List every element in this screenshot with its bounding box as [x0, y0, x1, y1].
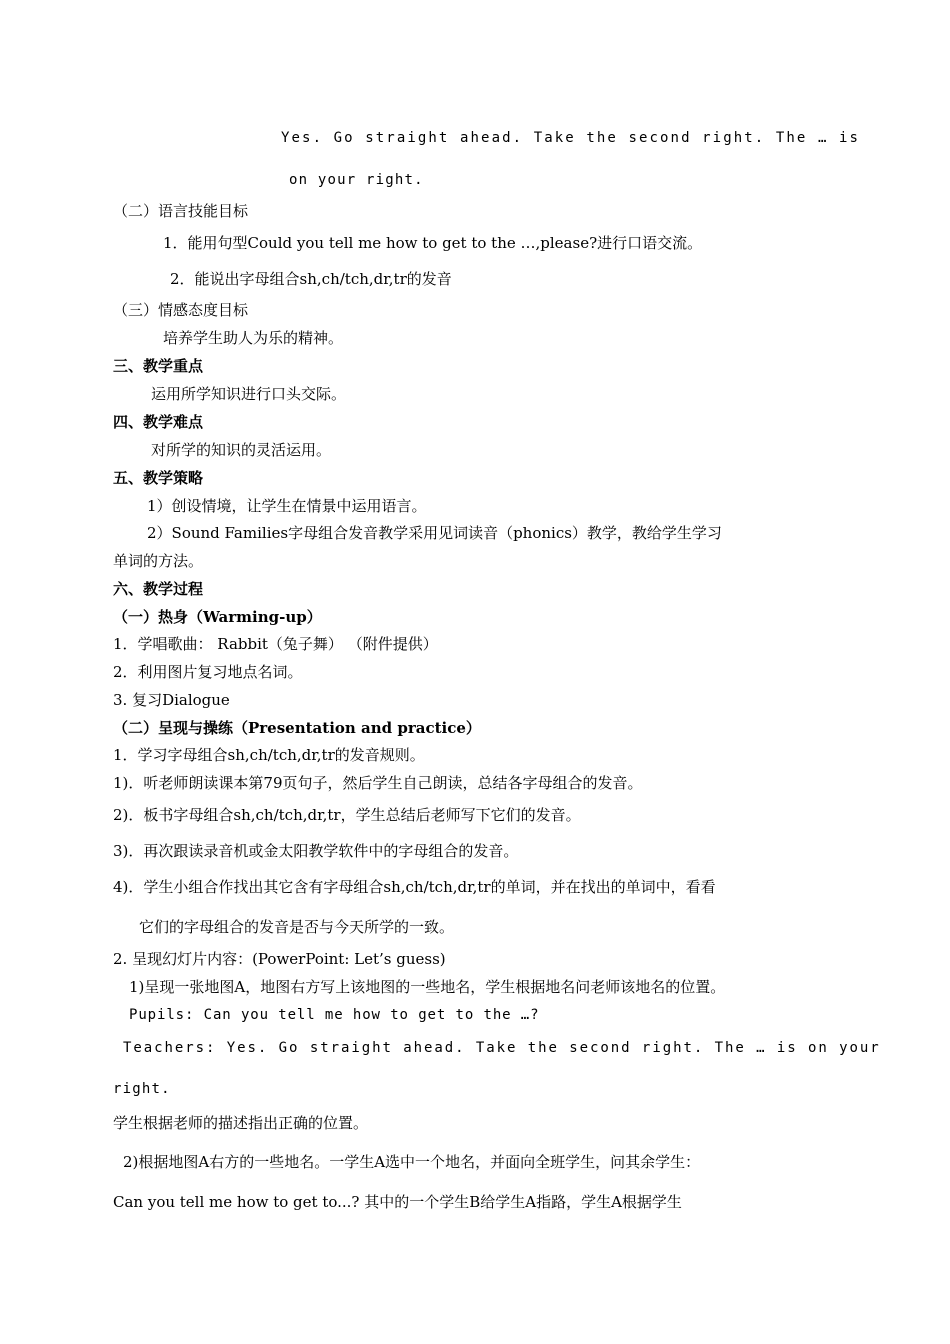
text-line: 1．学唱歌曲： Rabbit（兔子舞） （附件提供）: [113, 635, 438, 653]
text-line: 1）创设情境，让学生在情景中运用语言。: [147, 497, 427, 515]
section-heading: （二）语言技能目标: [113, 202, 249, 220]
text-line: 学生根据老师的描述指出正确的位置。: [113, 1114, 369, 1132]
text-line: 1)．听老师朗读课本第79页句子，然后学生自己朗读，总结各字母组合的发音。: [113, 774, 643, 792]
text-line: Pupils: Can you tell me how to get to the …?: [129, 1007, 540, 1023]
section-heading: （三）情感态度目标: [113, 301, 249, 319]
text-line: 它们的字母组合的发音是否与今天所学的一致。: [139, 918, 455, 936]
section-heading: （二）呈现与操练（Presentation and practice）: [113, 719, 481, 737]
section-heading: 四、教学难点: [113, 413, 204, 431]
text-line: right.: [113, 1081, 171, 1097]
section-heading: 三、教学重点: [113, 357, 204, 375]
text-line: 1)呈现一张地图A，地图右方写上该地图的一些地名，学生根据地名问老师该地名的位置。: [129, 978, 726, 996]
text-line: 1．能用句型Could you tell me how to get to the …,please?进行口语交流。: [163, 234, 703, 252]
text-line: 运用所学知识进行口头交际。: [151, 385, 347, 403]
text-line: 培养学生助人为乐的精神。: [163, 329, 344, 347]
text-line: 4)．学生小组合作找出其它含有字母组合sh,ch/tch,dr,tr的单词，并在找出的单词中，看看: [113, 878, 716, 896]
text-line: 3)．再次跟读录音机或金太阳教学软件中的字母组合的发音。: [113, 842, 519, 860]
text-line: 2．能说出字母组合sh,ch/tch,dr,tr的发音: [170, 270, 452, 288]
section-heading: 六、教学过程: [113, 580, 204, 598]
text-line: 2．利用图片复习地点名词。: [113, 663, 303, 681]
text-line: 3. 复习Dialogue: [113, 691, 230, 709]
text-line: 2. 呈现幻灯片内容：(PowerPoint: Let’s guess): [113, 950, 446, 968]
text-line: Can you tell me how to get to...? 其中的一个学生B给学生A指路，学生A根据学生: [113, 1193, 682, 1211]
text-line: on your right.: [289, 172, 424, 188]
text-line: Yes. Go straight ahead. Take the second right. The … is: [281, 130, 861, 146]
text-line: Teachers: Yes. Go straight ahead. Take the second right. The … is on your: [123, 1040, 881, 1056]
text-line: 1．学习字母组合sh,ch/tch,dr,tr的发音规则。: [113, 746, 425, 764]
text-line: 2)．板书字母组合sh,ch/tch,dr,tr，学生总结后老师写下它们的发音。: [113, 806, 581, 824]
section-heading: （一）热身（Warming-up）: [113, 608, 322, 626]
section-heading: 五、教学策略: [113, 469, 204, 487]
text-line: 2)根据地图A右方的一些地名。一学生A选中一个地名，并面向全班学生，问其余学生：: [123, 1153, 701, 1171]
text-line: 2）Sound Families字母组合发音教学采用见词读音（phonics）教学，教给学生学习: [147, 524, 722, 542]
text-line: 单词的方法。: [113, 552, 204, 570]
text-line: 对所学的知识的灵活运用。: [151, 441, 332, 459]
